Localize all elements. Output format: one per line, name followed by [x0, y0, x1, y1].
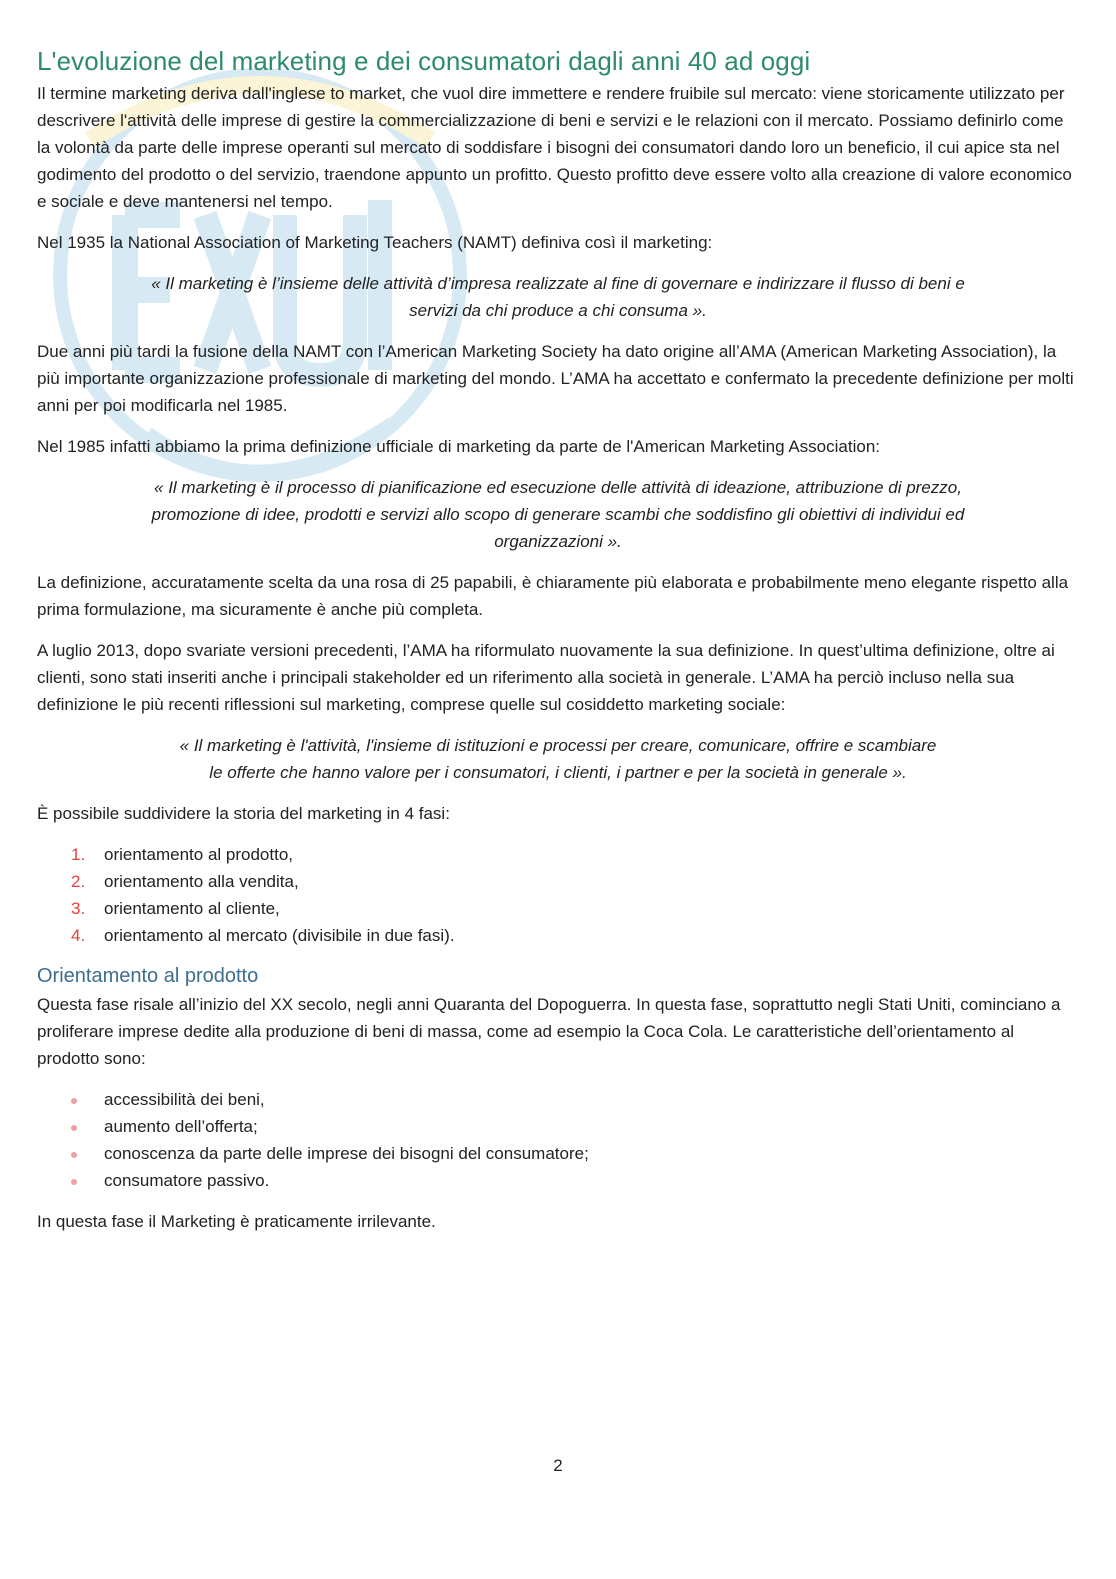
list-item-text: consumatore passivo. [104, 1171, 270, 1190]
section-title: Orientamento al prodotto [37, 965, 259, 987]
list-item-text: aumento dell’offerta; [104, 1117, 258, 1136]
july-2013-paragraph: A luglio 2013, dopo svariate versioni precedenti, l’AMA ha riformulato nuovamente la sua definizione. In quest’ultima definizione, oltre ai clienti, sono stati inseriti anche i principali stakeholder ed un riferimento alla società in generale. L’AMA ha perciò incluso nella sua definizione le più recenti riflessioni sul marketing, comprese quelle sul cosiddetto marketing sociale: [37, 641, 1055, 714]
bullet-icon [71, 1125, 77, 1131]
features-list [37, 1086, 1079, 1194]
ama-2013-definition-quote: « Il marketing è l'attività, l'insieme di istituzioni e processi per creare, comunicare, offrire e scambiare le offerte che hanno valore per i consumatori, i clienti, i partner e per la società in generale ». [179, 736, 937, 782]
list-number: 1. [71, 845, 86, 864]
list-item-text: conoscenza da parte delle imprese dei bisogni del consumatore; [104, 1144, 589, 1163]
namt-definition-quote: « Il marketing è l’insieme delle attività d’impresa realizzate al fine di governare e indirizzare il flusso di beni e servizi da chi produce a chi consuma ». [151, 274, 965, 320]
namt-paragraph: Nel 1935 la National Association of Marketing Teachers (NAMT) definiva così il marketing: [37, 233, 713, 252]
list-item-text: accessibilità dei beni, [104, 1090, 265, 1109]
ama-1985-definition-quote: « Il marketing è il processo di pianificazione ed esecuzione delle attività di ideazione, attribuzione di prezzo, promozione di idee, prodotti e servizi allo scopo di generare scambi che soddisfino gli obiettivi di individui ed organizzazioni ». [151, 478, 965, 551]
list-number: 3. [71, 899, 86, 918]
list-item [37, 1167, 1079, 1194]
ama-paragraph: Due anni più tardi la fusione della NAMT con l’American Marketing Society ha dato origine all’AMA (American Marketing Association), la più importante organizzazione professionale di marketing del mondo. L’AMA ha accettato e confermato la precedente definizione per molti anni per poi modificarla nel 1985. [37, 342, 1074, 415]
intro-paragraph: Il termine marketing deriva dall'inglese to market, che vuol dire immettere e rendere fruibile sul mercato: viene storicamente utilizzato per descrivere l'attività delle imprese di gestire la commercializzazione di beni e servizi e le relazioni con il mercato. Possiamo definirlo come la volontà da parte delle imprese operanti sul mercato di soddisfare i bisogni dei consumatori dando loro un beneficio, il cui apice sta nel godimento del prodotto o del servizio, traendone appunto un profitto. Questo profitto deve essere volto alla creazione di valore economico e sociale e deve mantenersi nel tempo. [37, 84, 1072, 211]
comparison-paragraph: La definizione, accuratamente scelta da una rosa di 25 papabili, è chiaramente più elaborata e probabilmente meno elegante rispetto alla prima formulazione, ma sicuramente è anche più completa. [37, 573, 1069, 619]
list-item [37, 1113, 1079, 1140]
list-item [37, 868, 1079, 895]
list-item [37, 1086, 1079, 1113]
closing-paragraph: In questa fase il Marketing è praticamente irrilevante. [37, 1212, 436, 1231]
phases-intro: È possibile suddividere la storia del marketing in 4 fasi: [37, 804, 450, 823]
list-item-text: orientamento al cliente, [104, 899, 280, 918]
list-item [37, 895, 1079, 922]
document-page [37, 44, 1079, 1249]
section-paragraph: Questa fase risale all’inizio del XX secolo, negli anni Quaranta del Dopoguerra. In questa fase, soprattutto negli Stati Uniti, cominciano a proliferare imprese dedite alla produzione di beni di massa, come ad esempio la Coca Cola. Le caratteristiche dell’orientamento al prodotto sono: [37, 995, 1061, 1068]
definition-1985-paragraph: Nel 1985 infatti abbiamo la prima definizione ufficiale di marketing da parte de l'American Marketing Association: [37, 437, 880, 456]
list-item-text: orientamento al prodotto, [104, 845, 294, 864]
page-title: L'evoluzione del marketing e dei consumatori dagli anni 40 ad oggi [37, 46, 811, 76]
list-number: 4. [71, 926, 86, 945]
list-number: 2. [71, 872, 86, 891]
list-item-text: orientamento alla vendita, [104, 872, 299, 891]
bullet-icon [71, 1098, 77, 1104]
phases-list [37, 841, 1079, 949]
list-item [37, 922, 1079, 949]
page-number: 2 [553, 1456, 563, 1475]
bullet-icon [71, 1179, 77, 1185]
list-item-text: orientamento al mercato (divisibile in due fasi). [104, 926, 455, 945]
bullet-icon [71, 1152, 77, 1158]
list-item [37, 1140, 1079, 1167]
list-item [37, 841, 1079, 868]
